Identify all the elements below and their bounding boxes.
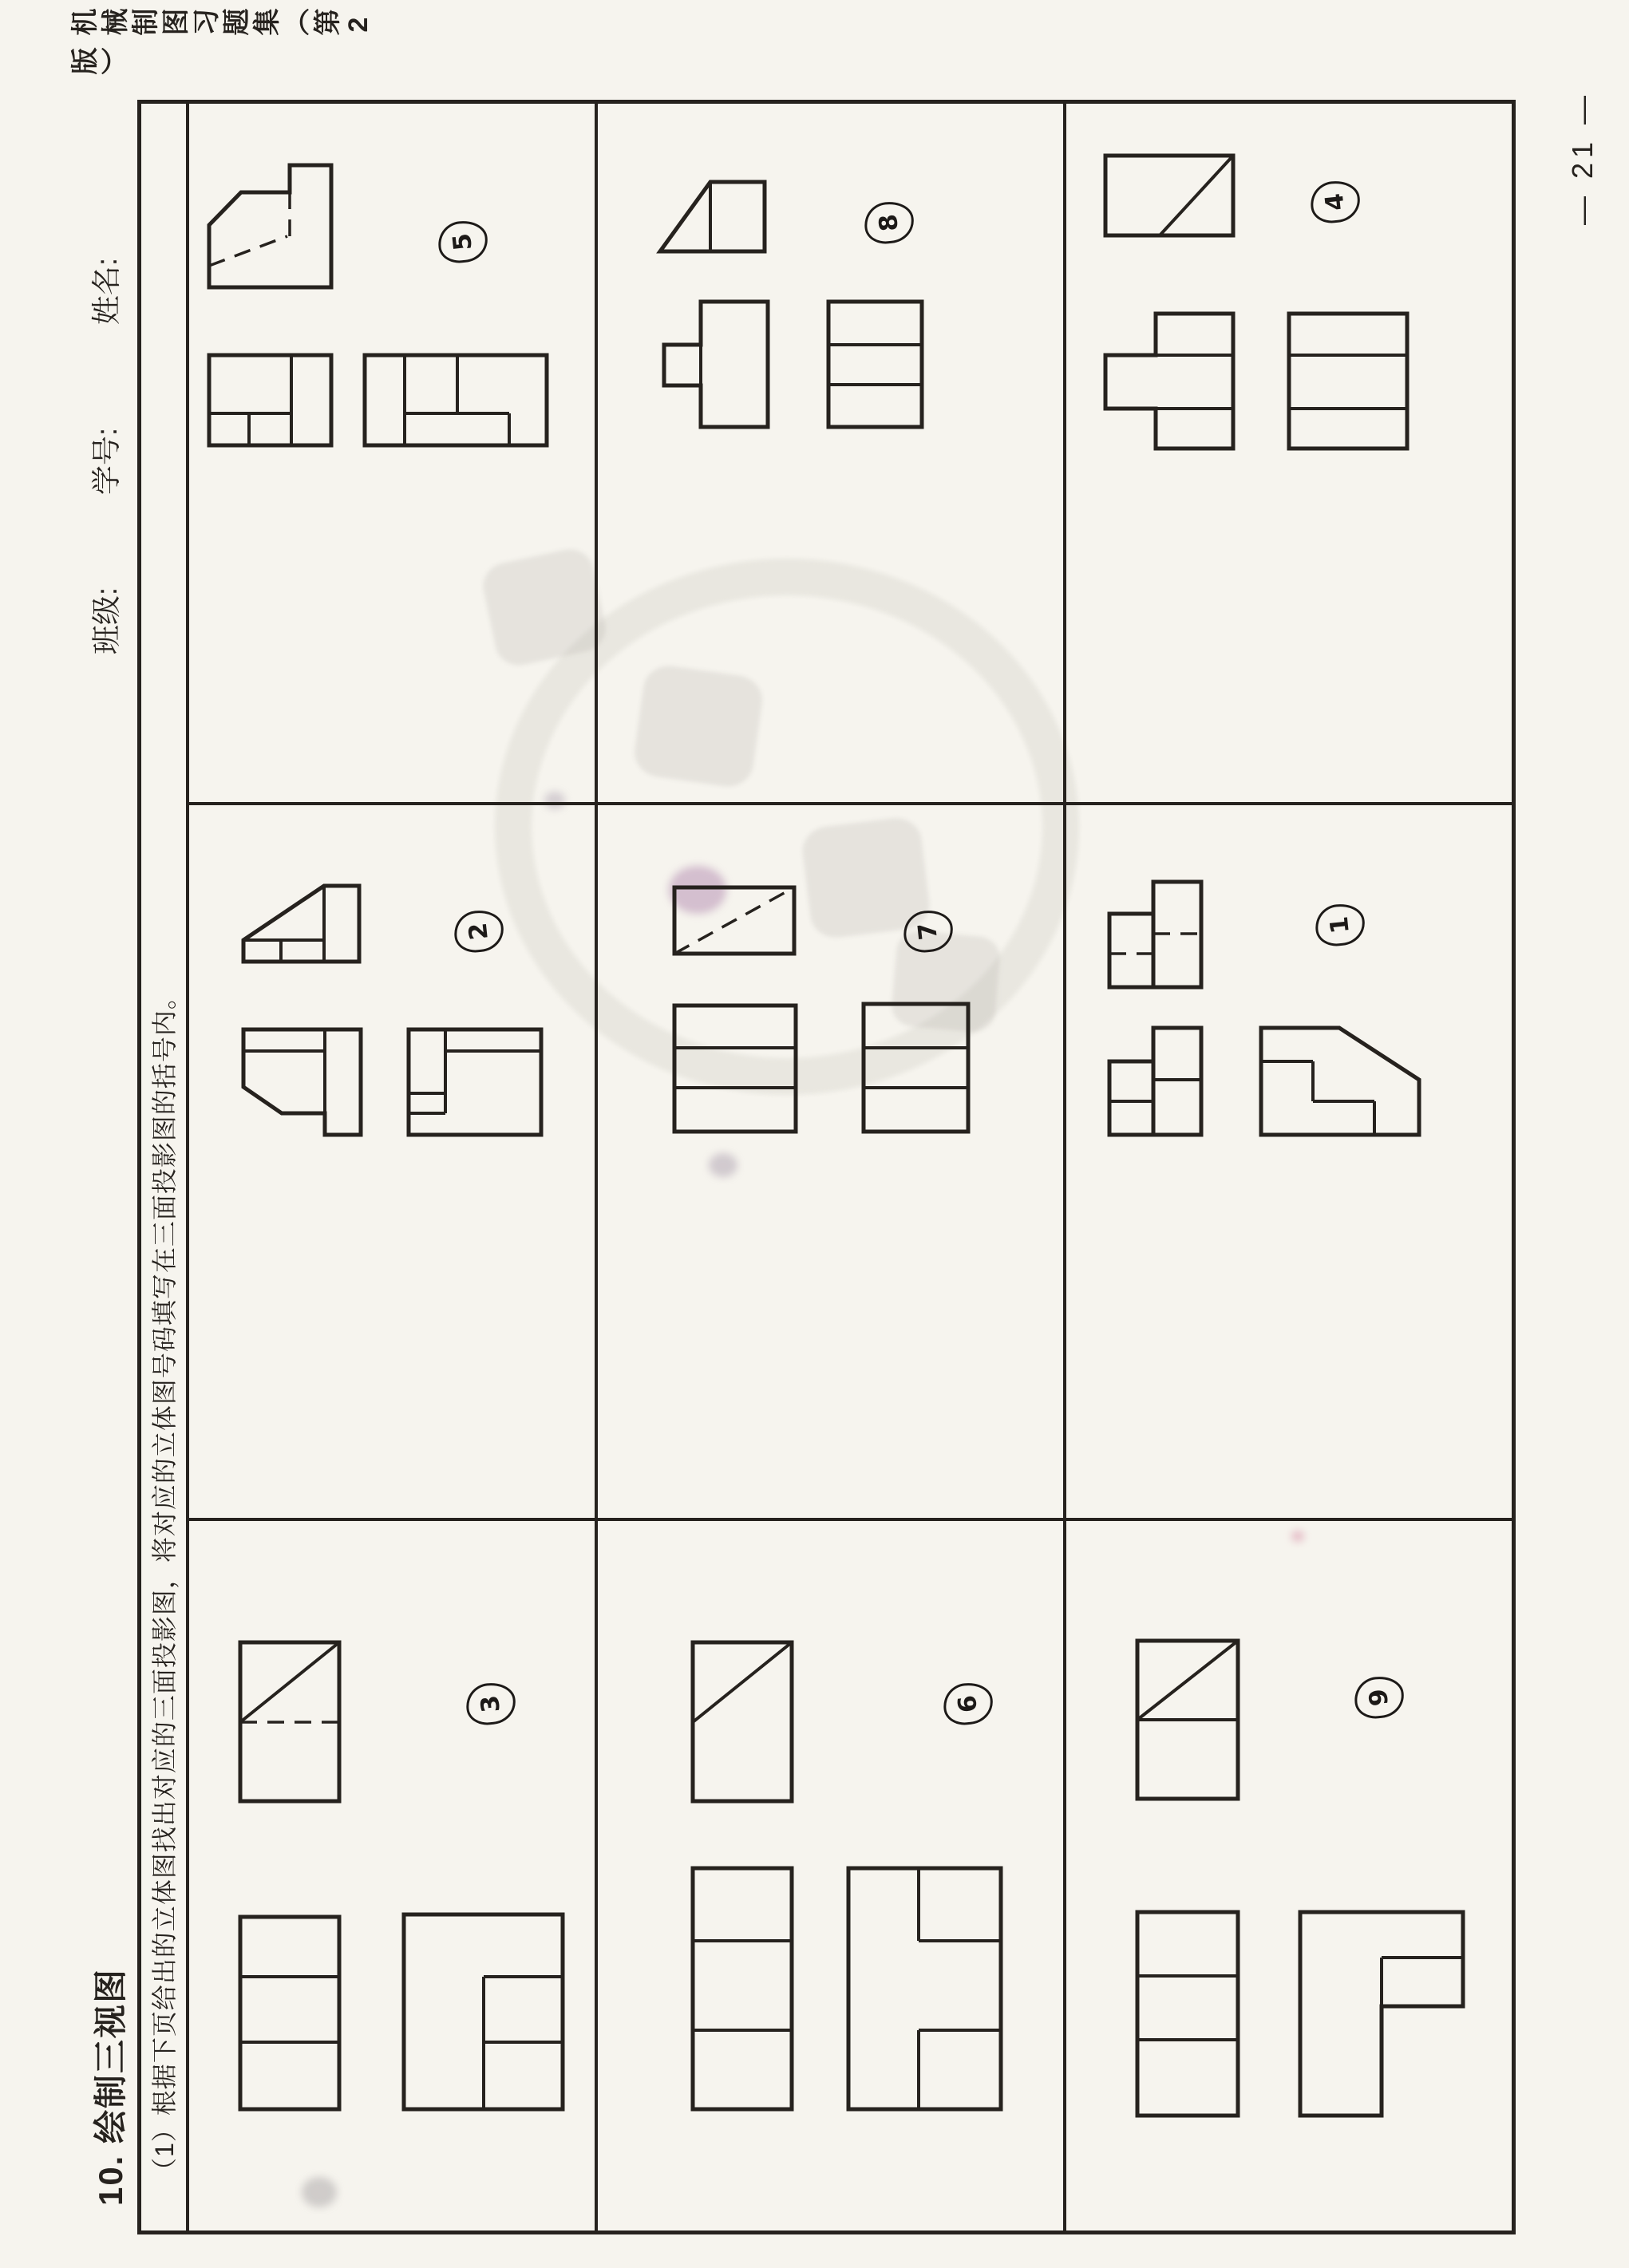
- answer-digit: 1: [1324, 915, 1356, 935]
- answer-digit: 8: [873, 212, 905, 233]
- answer-digit: 5: [447, 231, 479, 252]
- worksheet-title-text: 10. 绘制三视图: [92, 1967, 129, 2207]
- name-label-text: 姓名:: [90, 257, 123, 326]
- instruction-text-span: （1）根据下页给出的立体图找出对应的三面投影图，将对应的立体图号码填写在三面投影图的括号内。: [150, 983, 179, 2183]
- answer-digit: 9: [1363, 1687, 1395, 1708]
- student-id-label-text: 学号:: [90, 427, 123, 496]
- answer-digit: 3: [475, 1693, 507, 1714]
- book-title-text: 机械制图习题集（第2版）: [70, 10, 377, 79]
- answer-digit: 7: [912, 921, 944, 942]
- answer-digit: 2: [463, 921, 495, 942]
- page-number-text: — 21 —: [1566, 90, 1599, 226]
- answer-digit: 6: [952, 1693, 984, 1714]
- class-label-text: 班级:: [90, 587, 123, 655]
- answer-digit: 4: [1319, 192, 1351, 212]
